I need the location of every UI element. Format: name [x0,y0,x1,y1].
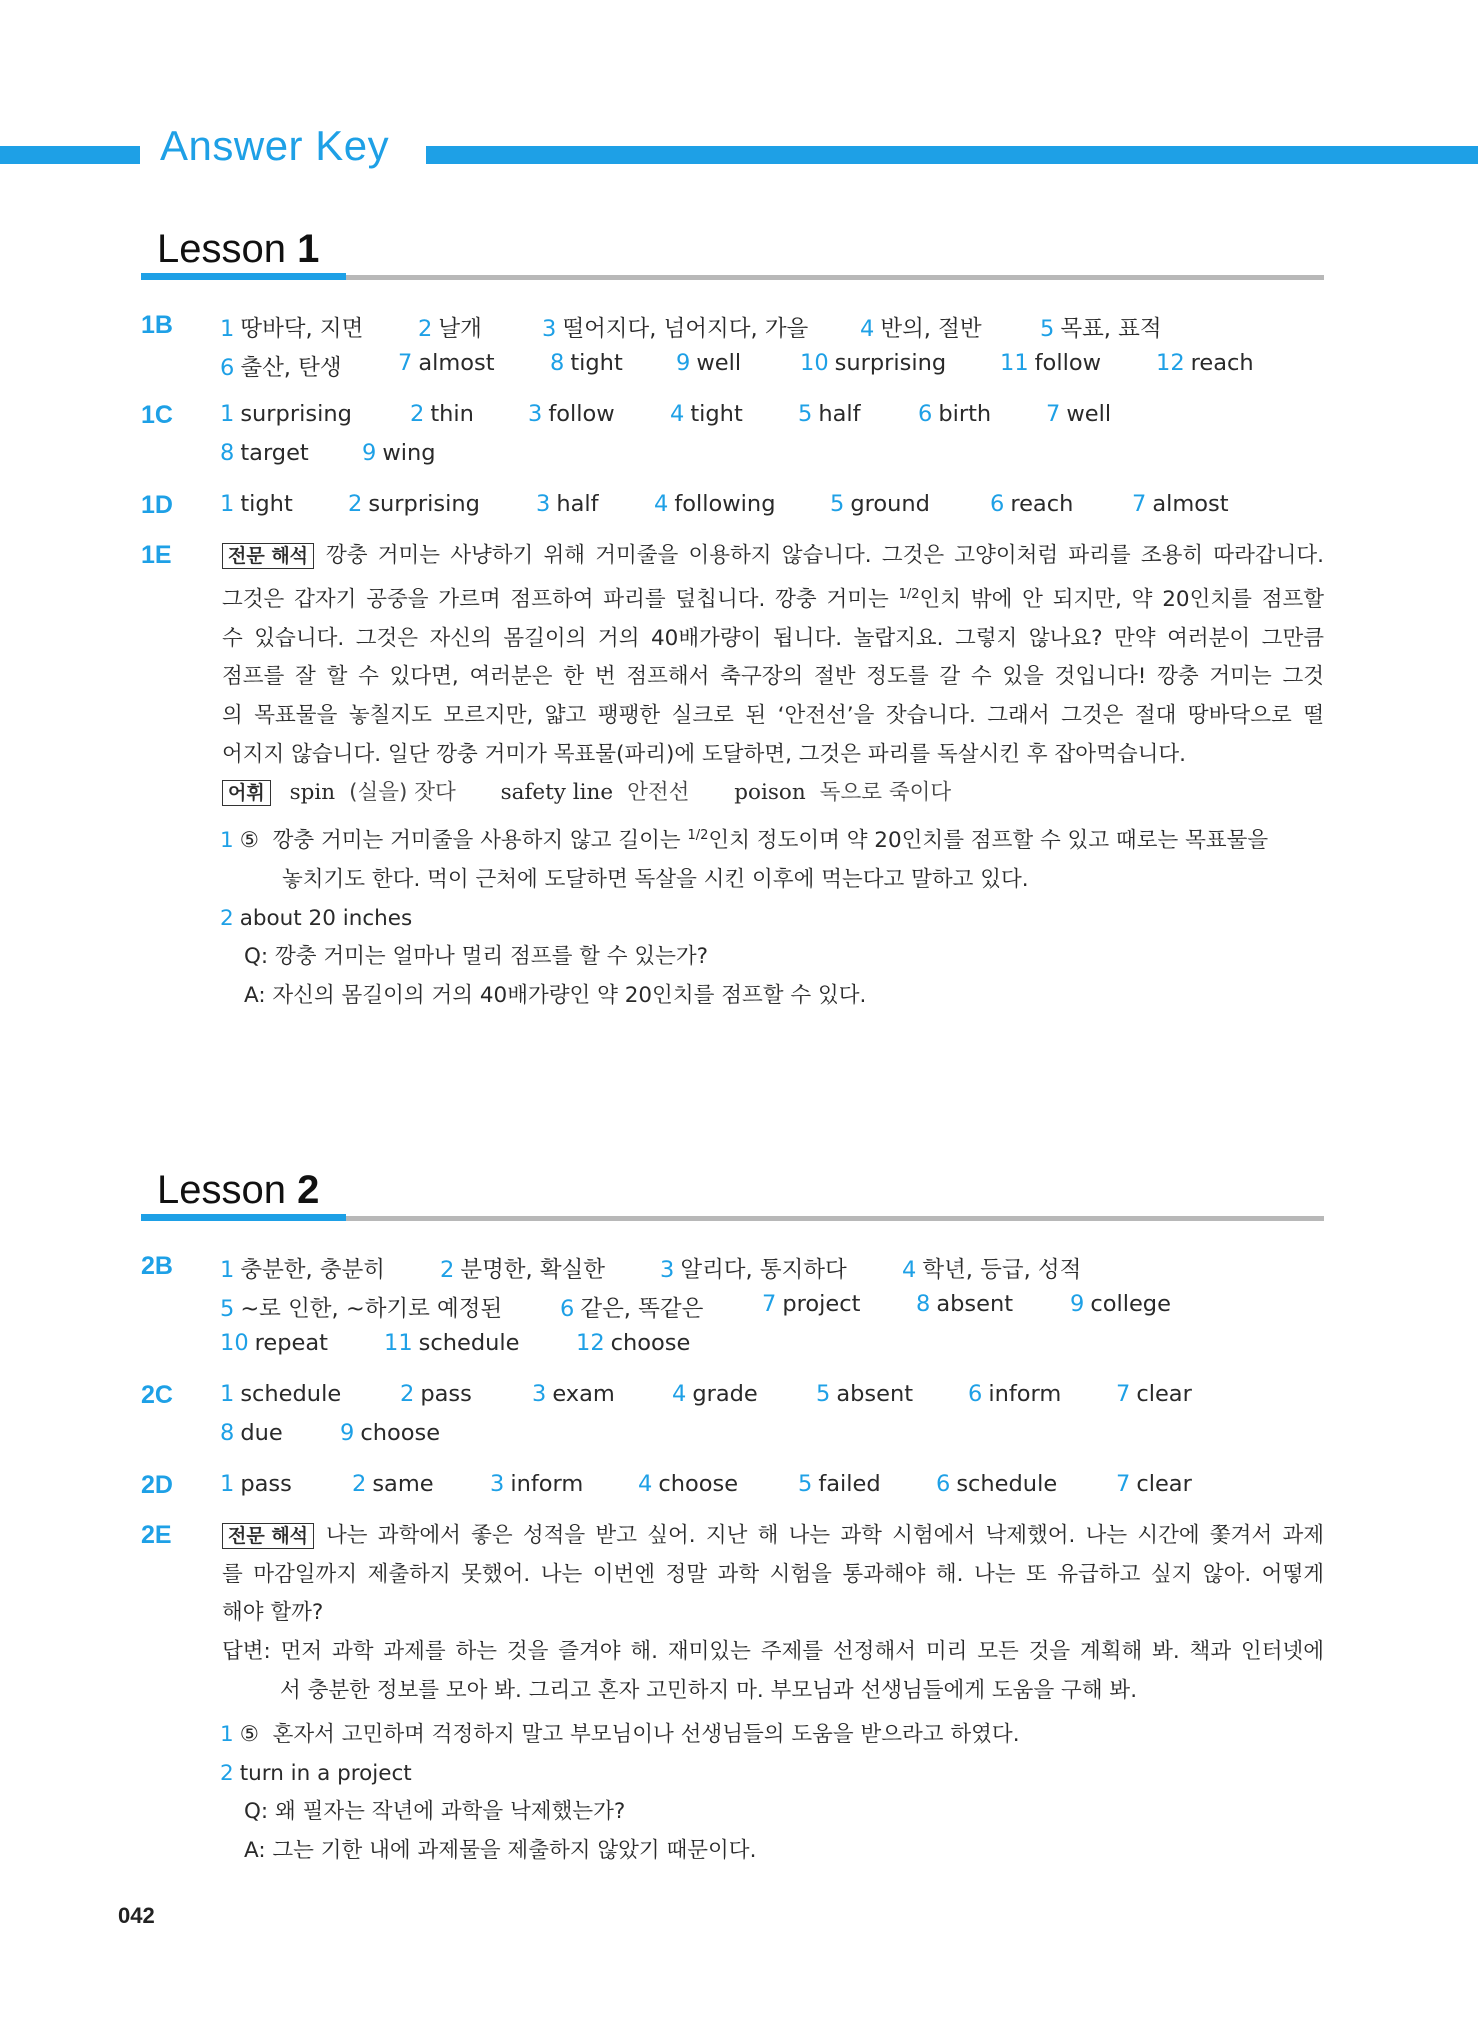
answer-item: 5 failed [798,1471,881,1497]
answer-item: 12 choose [576,1330,691,1356]
lesson-2-rule-accent [141,1214,346,1221]
answer-item: 7 clear [1116,1471,1192,1497]
answer-item: 4 tight [670,401,743,427]
answers-2c-row-2 [220,1420,1328,1454]
answer-item: 6 inform [968,1381,1062,1407]
lesson-2-rule [346,1216,1324,1221]
answer-item: 4 반의, 절반 [860,316,982,342]
section-label-2c: 2C [141,1381,173,1409]
answers-1e [220,817,1324,1016]
question-1-answer: 1 ⑤ 혼자서 고민하며 걱정하지 말고 부모님이나 선생님들의 도움을 받으라고 하였다. [220,1722,1020,1747]
translation-line: 그것은 갑자기 공중을 가르며 점프하여 파리를 덮칩니다. 깡충 거미는 $^{1/2}$인치 밖에 안 되지만, 약 20인치를 점프할 [222,586,1324,612]
question-2-a: A: 자신의 몸길이의 거의 40배가량인 약 20인치를 점프할 수 있다. [244,982,867,1008]
answer-item: 6 같은, 똑같은 [560,1296,704,1322]
answer-item: 9 college [1070,1291,1171,1317]
answers-2c-row-1 [220,1381,1328,1415]
answers-1c-row-2 [220,440,1328,474]
answers-1b-row-1 [220,311,1328,345]
answer-item: 2 날개 [418,316,482,342]
lesson-2-title: Lesson 2 [157,1168,320,1212]
lesson-2-heading [141,1168,1324,1212]
answer-item: 9 choose [340,1420,441,1446]
answer-item: 6 reach [990,491,1074,517]
translation-tag: 전문 해석 [222,543,314,569]
answers-1d-row-1 [220,491,1328,525]
lesson-1-rule-accent [141,273,346,280]
answer-item: 7 project [762,1291,861,1317]
fraction-half: 1/2 [898,586,920,602]
answer-item: 6 schedule [936,1471,1058,1497]
answer-item: 8 tight [550,350,623,376]
answer-item: 5 absent [816,1381,914,1407]
vocab-word: safety line [500,780,614,805]
answer-item: 6 출산, 탄생 [220,355,342,381]
answer-item: 10 repeat [220,1330,328,1356]
translation-2e [222,1517,1324,1711]
answer-item: 4 학년, 등급, 성적 [902,1257,1082,1283]
translation-1e [222,537,1324,774]
translation-tag: 전문 해석 [222,1523,314,1549]
answer-item: 12 reach [1156,350,1254,376]
answer-item: 2 thin [410,401,474,427]
answer-item: 3 half [536,491,599,517]
answer-item: 1 surprising [220,401,352,427]
answer-item: 7 well [1046,401,1112,427]
question-2-answer: 2 about 20 inches [220,905,413,931]
vocab-word: spin [289,780,336,805]
answer-item: 5 목표, 표적 [1040,316,1162,342]
fraction-half: 1/2 [687,828,709,843]
question-1-explanation: 놓치기도 한다. 먹이 근처에 도달하면 독살을 시킨 이후에 먹는다고 말하고 있다. [282,866,1029,892]
question-2-answer: 2 turn in a project [220,1760,412,1786]
translation-line: 점프를 잘 할 수 있다면, 여러분은 한 번 점프해서 축구장의 절반 정도를 갈 수 있을 것입니다! 깡충 거미는 그것 [222,664,1324,690]
lesson-1-rule [346,275,1324,280]
translation-line: 의 목표물을 놓칠지도 모르지만, 얇고 팽팽한 실크로 된 ‘안전선’을 잣습니다. 그래서 그것은 절대 땅바닥으로 떨 [222,702,1324,728]
answer-item: 11 schedule [384,1330,520,1356]
answer-item: 3 exam [532,1381,615,1407]
lesson-1-heading [141,227,1324,271]
answer-item: 1 땅바닥, 지면 [220,316,364,342]
translation-line: 해야 할까? [222,1600,324,1626]
section-label-2d: 2D [141,1471,173,1499]
question-1-answer: 1 ⑤ 깡충 거미는 거미줄을 사용하지 않고 길이는 $^{1/2}$인치 정도이며 약 20인치를 점프할 수 있고 때로는 목표물을 [220,828,1269,854]
translation-line: 전문 해석 깡충 거미는 사냥하기 위해 거미줄을 이용하지 않습니다. 그것은 고양이처럼 파리를 조용히 따라갑니다. [222,537,1324,576]
page-number: 042 [118,1903,155,1928]
answer-item: 2 surprising [348,491,480,517]
translation-line: 답변: 먼저 과학 과제를 하는 것을 즐겨야 해. 재미있는 주제를 선정해서 미리 모든 것을 계획해 봐. 책과 인터넷에 [222,1639,1324,1665]
answer-item: 3 떨어지다, 넘어지다, 가을 [542,316,809,342]
translation-line: 를 마감일까지 제출하지 못했어. 나는 이번엔 정말 과학 시험을 통과해야 해. 나는 또 유급하고 싶지 않아. 어떻게 [222,1561,1324,1587]
answer-item: 2 분명한, 확실한 [440,1257,606,1283]
answer-item: 7 almost [398,350,495,376]
answer-item: 2 pass [400,1381,472,1407]
section-label-1d: 1D [141,491,173,519]
answer-item: 6 birth [918,401,992,427]
answer-item: 2 same [352,1471,434,1497]
vocab-word: poison [734,780,806,805]
vocab-meaning: 독으로 죽이다 [819,780,952,805]
page-title: Answer Key [160,122,390,169]
answer-item: 5 ~로 인한, ~하기로 예정된 [220,1296,503,1322]
answer-item: 9 wing [362,440,436,466]
translation-line: 수 있습니다. 그것은 자신의 몸길이의 거의 40배가량이 됩니다. 놀랍지요. 그렇지 않나요? 만약 여러분이 그만큼 [222,625,1324,651]
answer-item: 3 알리다, 통지하다 [660,1257,847,1283]
vocabulary-1e [222,775,989,806]
answer-item: 1 tight [220,491,293,517]
vocab-meaning: 안전선 [627,780,690,805]
header-bar-right [426,146,1478,164]
answer-item: 7 clear [1116,1381,1192,1407]
question-2-q: Q: 깡충 거미는 얼마나 멀리 점프를 할 수 있는가? [244,944,709,970]
translation-line: 어지지 않습니다. 일단 깡충 거미가 목표물(파리)에 도달하면, 그것은 파리를 독살시킨 후 잡아먹습니다. [222,741,1186,767]
header-bar-left [0,146,140,164]
answer-item: 3 inform [490,1471,584,1497]
answer-item: 8 absent [916,1291,1014,1317]
section-label-1e: 1E [141,541,172,569]
answers-2b-row-1 [220,1252,1328,1286]
translation-line: 전문 해석 나는 과학에서 좋은 성적을 받고 싶어. 지난 해 나는 과학 시험에서 낙제했어. 나는 시간에 쫓겨서 과제 [222,1517,1324,1556]
answer-item: 8 due [220,1420,283,1446]
section-label-2b: 2B [141,1252,173,1280]
translation-line: 서 충분한 정보를 모아 봐. 그리고 혼자 고민하지 마. 부모님과 선생님들에게 도움을 구해 봐. [280,1677,1138,1703]
answers-2e [220,1716,1324,1871]
answers-2b-row-2 [220,1291,1328,1325]
answer-item: 3 follow [528,401,615,427]
answer-item: 1 schedule [220,1381,342,1407]
section-label-2e: 2E [141,1521,172,1549]
answer-item: 9 well [676,350,742,376]
answers-1c-row-1 [220,401,1328,435]
answers-1b-row-2 [220,350,1328,384]
answer-item: 7 almost [1132,491,1229,517]
answer-item: 4 grade [672,1381,758,1407]
answer-item: 4 choose [638,1471,739,1497]
question-2-q: Q: 왜 필자는 작년에 과학을 낙제했는가? [244,1799,626,1825]
answer-item: 4 following [654,491,776,517]
answer-item: 5 half [798,401,861,427]
vocab-meaning: (실을) 잣다 [349,780,456,805]
vocab-tag: 어휘 [222,780,271,806]
section-label-1b: 1B [141,311,173,339]
question-2-a: A: 그는 기한 내에 과제물을 제출하지 않았기 때문이다. [244,1838,757,1864]
answer-item: 1 충분한, 충분히 [220,1257,386,1283]
answer-item: 10 surprising [800,350,947,376]
answer-item: 1 pass [220,1471,292,1497]
answer-item: 8 target [220,440,309,466]
lesson-1-title: Lesson 1 [157,227,320,271]
answers-2b-row-3 [220,1330,1328,1364]
answer-item: 5 ground [830,491,930,517]
answers-2d-row-1 [220,1471,1328,1505]
answer-item: 11 follow [1000,350,1101,376]
section-label-1c: 1C [141,401,173,429]
